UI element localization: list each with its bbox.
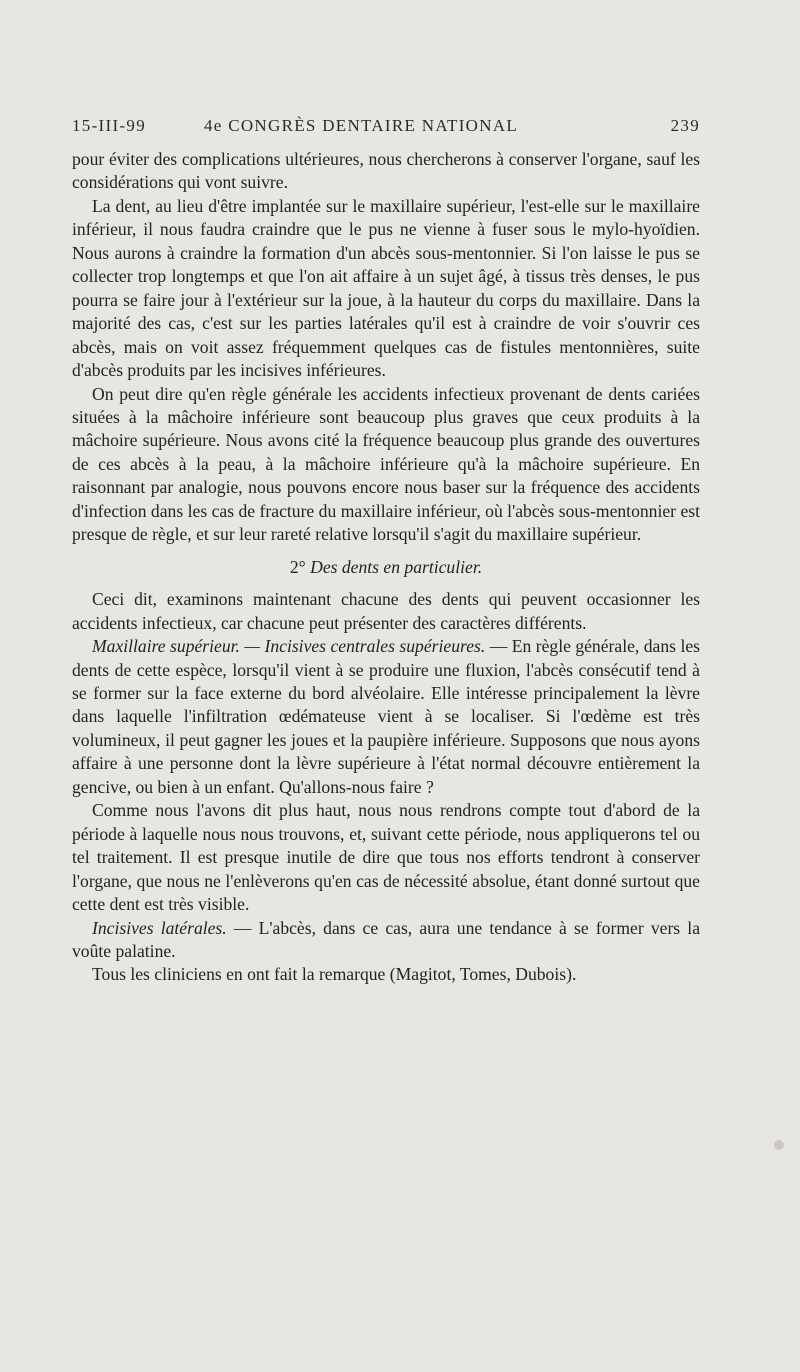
page-number: 239 xyxy=(670,116,700,135)
paragraph-clinicians: Tous les cliniciens en ont fait la remarque (Magitot, Tomes, Dubois). xyxy=(92,964,577,985)
header-title: 4e CONGRÈS DENTAIRE NATIONAL xyxy=(204,116,519,135)
lateral-incisors-label: Incisives latérales. xyxy=(92,917,227,938)
paragraph-treatment: Comme nous l'avons dit plus haut, nous nous rendrons compte tout d'abord de la période à laquelle nous nous trouvons, et, suivant cette période, nous appliquerons tel ou tel traitement. Il est presque inutile de dire que tous nos efforts tendront à conserver l'organe, que nous ne l'enlèverons qu'en cas de nécessité absolue, étant donné surtout que cette dent est très visible. xyxy=(72,800,700,915)
lateral-incisors-text: — L'abcès, dans ce cas, aura une tendance à se former vers la voûte palatine. xyxy=(72,917,701,961)
paragraph-continuation: pour éviter des complications ultérieures, nous chercherons à conserver l'organe, sauf les considérations qui vont suivre. xyxy=(72,149,700,193)
central-incisors-label: Maxillaire supérieur. — Incisives centrales supérieures. xyxy=(92,636,486,657)
section-heading xyxy=(72,556,700,579)
section-number: 2° xyxy=(289,556,306,577)
running-header xyxy=(72,116,700,138)
paragraph-intro: Ceci dit, examinons maintenant chacune des dents qui peuvent occasionner les accidents infectieux, car chacune peut présenter des caractères différents. xyxy=(72,589,700,633)
paragraph-lateral-incisors xyxy=(72,917,700,964)
paragraph-severity: On peut dire qu'en règle générale les accidents infectieux provenant de dents cariées situées à la mâchoire inférieure sont beaucoup plus graves que ceux produits à la mâchoire supérieure. Nous avons cité la fréquence beaucoup plus grande des ouvertures de ces abcès à la peau, à la mâchoire inférieure qu'à la mâchoire supérieure. En raisonnant par analogie, nous pouvons encore nous baser sur la fréquence des accidents d'infection dans les cas de fracture du maxillaire inférieur, où l'abcès sous-mentonnier est presque de règle, et sur leur rareté relative lorsqu'il s'agit du maxillaire supérieur. xyxy=(72,383,700,545)
paragraph-lower-jaw: La dent, au lieu d'être implantée sur le maxillaire supérieur, l'est-elle sur le maxillaire inférieur, il nous faudra craindre que le pus ne vienne à fuser sous le mylo-hyoïdien. Nous aurons à craindre la formation d'un abcès sous-mentonnier. Si l'on laisse le pus se collecter trop longtemps et que l'on ait affaire à un sujet âgé, à tissus très denses, le pus pourra se faire jour à l'extérieur sur la joue, à la hauteur du corps du maxillaire. Dans la majorité des cas, c'est sur les parties latérales qu'il est à craindre de voir s'ouvrir ces abcès, mais on voit assez fréquemment quelques cas de fistules mentonnières, suite d'abcès produits par les incisives inférieures. xyxy=(72,195,700,381)
central-incisors-text: — En règle générale, dans les dents de cette espèce, lorsqu'il vient à se produire une fluxion, l'abcès consécutif tend à se former sur la face externe du bord alvéolaire. Elle intéresse principalement la lèvre dans laquelle l'infiltration œdémateuse vient à se localiser. Si l'œdème est très volumineux, il peut gagner les joues et la paupière inférieure. Supposons que nous ayons affaire à une personne dont la lèvre supérieure à l'état normal découvre entièrement la gencive, ou bien à un enfant. Qu'allons-nous faire ? xyxy=(72,636,700,797)
header-date: 15-III-99 xyxy=(72,116,147,135)
section-title: Des dents en particulier. xyxy=(310,556,483,577)
paper-stain xyxy=(774,1140,784,1150)
body-text xyxy=(72,148,700,987)
paragraph-central-incisors xyxy=(72,635,700,799)
